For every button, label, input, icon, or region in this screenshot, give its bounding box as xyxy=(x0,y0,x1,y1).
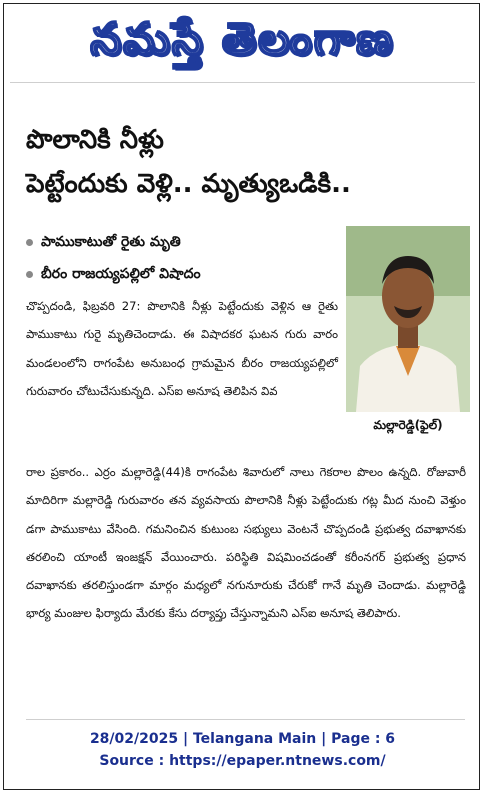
bullet-list xyxy=(26,226,336,290)
footer-date-line: 28/02/2025 | Telangana Main | Page : 6 xyxy=(89,731,396,747)
photo-caption: మల్లారెడ్డి(ఫైల్) xyxy=(373,418,443,432)
headline xyxy=(26,118,466,206)
bullet-item xyxy=(26,258,336,290)
newspaper-logo: నమస్తే తెలంగాణ xyxy=(90,14,395,65)
headline-line-1: పొలానికి నీళ్లు xyxy=(26,125,164,155)
divider xyxy=(10,82,475,83)
bullet-text: బీరం రాజయ్యపల్లిలో విషాదం xyxy=(41,266,201,282)
bullet-dot-icon xyxy=(26,239,33,246)
article-body-narrow: చొప్పదండి, ఫిబ్రవరి 27: పొలానికి నీళ్లు పెట్టేందుకు వెళ్లిన ఆ రైతు పాముకాటు గురై మృతిచెందాడు. ఈ విషాదకర ఘటన గురు వారం మండలంలోని రాగంపేట అనుబంధ గ్రామమైన బీరం రాజయ్యపల్లిలో గురువారం చోటుచేసుకున్నది. ఎస్ఐ అనూష తెలిపిన వివ xyxy=(26,299,338,398)
bullet-text: పాముకాటుతో రైతు మృతి xyxy=(41,234,181,250)
footer xyxy=(0,728,485,772)
footer-source-line: Source : https://epaper.ntnews.com/ xyxy=(99,753,386,769)
portrait-photo xyxy=(346,226,470,412)
headline-line-2: పెట్టేందుకు వెళ్లి.. మృత్యుఒడికి.. xyxy=(26,169,351,199)
divider xyxy=(26,719,465,720)
bullet-dot-icon xyxy=(26,271,33,278)
article-body-wide: రాల ప్రకారం.. ఎర్రం మల్లారెడ్డి(44)కి రాగంపేట శివారులో నాలు గెకరాల పొలం ఉన్నది. రోజువారీ మాదిరిగా మల్లారెడ్డి గురువారం తన వ్యవసాయ పొలానికి నీళ్లు పెట్టేందుకు గట్ల మీద నుంచి వెళ్తుం డగా పాముకాటు వేసింది. గమనించిన కుటుంబ సభ్యులు వెంటనే చొప్పదండి ప్రభుత్వ దవాఖానకు తరలించి యాంటీ ఇంజక్షన్ వేయించారు. పరిస్థితి విషమించడంతో కరీంనగర్ ప్రభుత్వ ప్రధాన దవాఖానకు తరలిస్తుండగా మార్గం మధ్యలో నగునూరుకు చేరుకో గానే మృతి చెందాడు. మల్లారెడ్డి భార్య మంజుల ఫిర్యాదు మేరకు కేసు దర్యాప్తు చేస్తున్నామని ఎస్ఐ అనూష తెలిపారు. xyxy=(26,465,466,621)
bullet-item xyxy=(26,226,336,258)
masthead xyxy=(0,8,485,76)
